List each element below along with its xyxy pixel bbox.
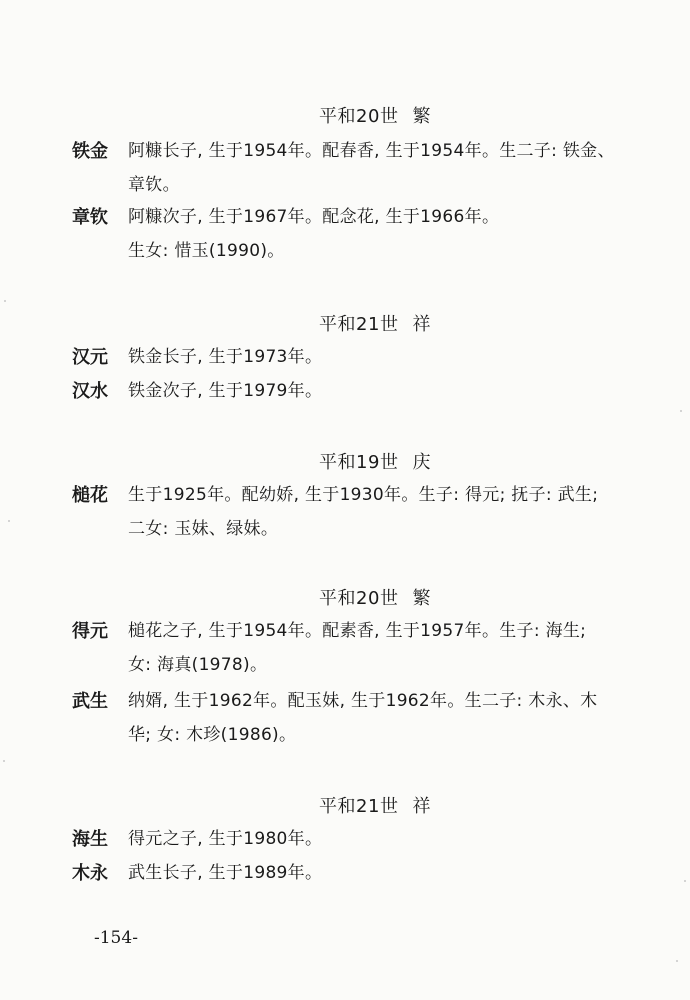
person-description (128, 374, 662, 408)
description-line: 华; 女: 木珍(1986)。 (128, 725, 297, 745)
scan-speckle (4, 300, 6, 302)
description-line: 二女: 玉妹、绿妹。 (128, 519, 279, 539)
generation-title: 平和21世 (319, 796, 399, 817)
generation-heading (0, 102, 690, 128)
page-number: -154- (94, 928, 138, 948)
person-description (128, 200, 662, 268)
person-name: 武生 (72, 691, 108, 712)
generation-heading (0, 448, 690, 474)
person-name: 铁金 (72, 141, 108, 162)
description-line: 武生长子, 生于1989年。 (128, 863, 323, 883)
person-name: 汉水 (72, 381, 108, 402)
description-line: 生于1925年。配幼娇, 生于1930年。生子: 得元; 抚子: 武生; (128, 485, 599, 505)
person-description (128, 340, 662, 374)
description-line: 纳婿, 生于1962年。配玉妹, 生于1962年。生二子: 木永、木 (128, 691, 598, 711)
person-description (128, 822, 662, 856)
scan-speckle (676, 960, 678, 962)
scan-speckle (8, 520, 10, 522)
scan-speckle (684, 880, 686, 882)
person-name: 汉元 (72, 347, 108, 368)
scan-speckle (3, 760, 5, 762)
person-name: 海生 (72, 829, 108, 850)
generation-heading (0, 310, 690, 336)
generation-title: 平和19世 (319, 452, 399, 473)
person-name: 章钦 (72, 207, 108, 228)
person-description (128, 684, 662, 752)
description-line: 槌花之子, 生于1954年。配素香, 生于1957年。生子: 海生; (128, 621, 587, 641)
generation-title: 平和20世 (319, 588, 399, 609)
generation-title: 平和20世 (319, 106, 399, 127)
description-line: 铁金长子, 生于1973年。 (128, 347, 323, 367)
description-line: 阿糠次子, 生于1967年。配念花, 生于1966年。 (128, 207, 500, 227)
description-line: 铁金次子, 生于1979年。 (128, 381, 323, 401)
generation-character: 祥 (412, 796, 431, 817)
description-line: 女: 海真(1978)。 (128, 655, 268, 675)
generation-character: 祥 (412, 314, 431, 335)
person-description (128, 614, 662, 682)
description-line: 生女: 惜玉(1990)。 (128, 241, 285, 261)
person-description (128, 478, 662, 546)
generation-character: 庆 (412, 452, 431, 473)
generation-heading (0, 584, 690, 610)
generation-heading (0, 792, 690, 818)
person-name: 木永 (72, 863, 108, 884)
generation-character: 繁 (412, 588, 431, 609)
scan-speckle (680, 410, 682, 412)
person-name: 槌花 (72, 485, 108, 506)
person-description (128, 134, 662, 202)
generation-title: 平和21世 (319, 314, 399, 335)
description-line: 阿糠长子, 生于1954年。配春香, 生于1954年。生二子: 铁金、 (128, 141, 615, 161)
person-name: 得元 (72, 621, 108, 642)
generation-character: 繁 (412, 106, 431, 127)
description-line: 章钦。 (128, 175, 180, 195)
description-line: 得元之子, 生于1980年。 (128, 829, 323, 849)
person-description (128, 856, 662, 890)
